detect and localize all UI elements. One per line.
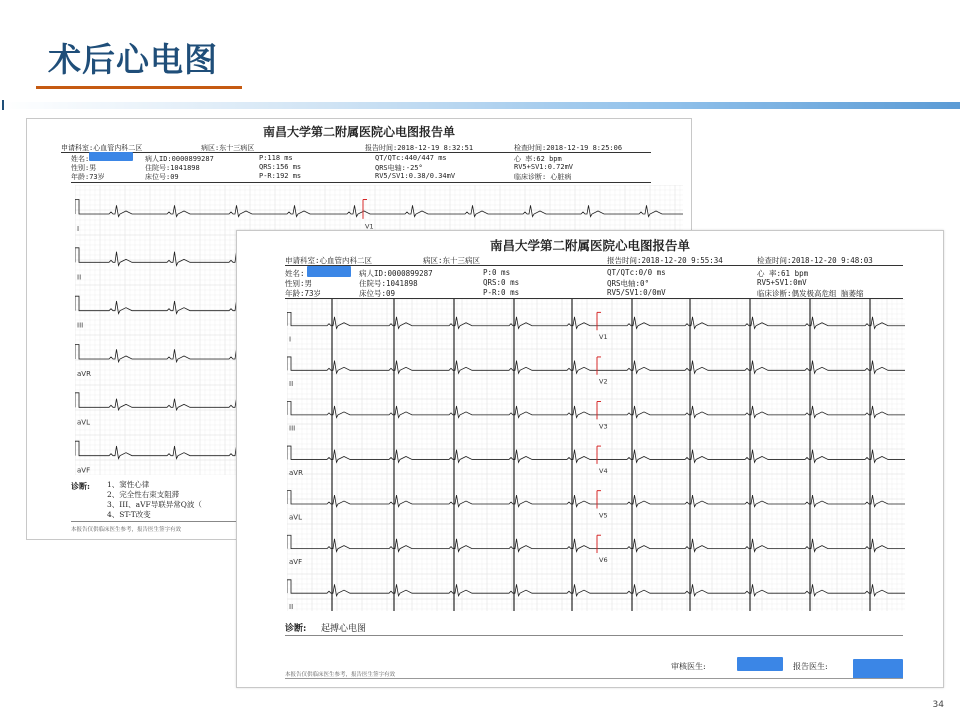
diagnosis-item: 4、ST-T改变	[107, 510, 151, 519]
footer-rule	[285, 635, 903, 636]
header-rule	[61, 152, 651, 153]
sex-field: 性别:男	[71, 164, 97, 172]
diagnosis-item: 2、完全性右束支阻滞	[107, 490, 180, 499]
lead-label: V2	[599, 377, 608, 386]
exam-time-field: 检查时间:2018-12-20 9:48:03	[757, 256, 873, 265]
ward-field: 病区:东十三病区	[423, 256, 481, 265]
exam-time-field: 检查时间:2018-12-19 8:25:06	[514, 144, 623, 152]
lead-label: aVR	[77, 369, 91, 378]
lead-label: aVR	[289, 469, 303, 478]
admission-field: 住院号:1041898	[145, 164, 200, 172]
page-number: 34	[932, 700, 944, 710]
report-title: 南昌大学第二附属医院心电图报告单	[262, 125, 455, 139]
ecg-strip-current	[287, 299, 905, 611]
dept-field: 申请科室:心血管内科二区	[61, 144, 143, 152]
qrs-field: QRS:156 ms	[259, 163, 302, 171]
age-field: 年龄:73岁	[71, 173, 105, 181]
diagnosis-text: 起搏心电图	[321, 624, 367, 634]
slide-title: 术后心电图	[48, 40, 218, 79]
name-field: 姓名:	[71, 155, 90, 163]
ward-field: 病区:东十三病区	[201, 144, 255, 152]
diagnosis-item: 1、窦性心律	[107, 480, 150, 489]
report-time-field: 报告时间:2018-12-19 8:32:51	[365, 144, 474, 152]
footer-rule-bottom	[285, 678, 903, 679]
lead-label: V1	[365, 222, 374, 231]
lead-label: II	[77, 273, 82, 282]
patient-id-field: 病人ID:0000899287	[359, 269, 433, 278]
lead-label: I	[289, 335, 292, 344]
reviewer-label: 审核医生:	[671, 662, 706, 671]
divider-tick	[2, 100, 4, 110]
diagnosis-label: 诊断:	[285, 624, 307, 634]
bed-field: 床位号:09	[359, 289, 396, 298]
lead-label: V5	[599, 511, 608, 520]
reporter-redaction	[853, 659, 903, 679]
diagnosis-label: 诊断:	[71, 481, 90, 491]
axis-field: QRS电轴:0°	[607, 279, 650, 288]
clinical-diagnosis-field: 临床诊断:偶发极高危组 脑萎缩	[757, 289, 864, 298]
rv5sv1-field: RV5+SV1:0.72mV	[514, 163, 574, 171]
name-redaction	[89, 152, 133, 161]
p-field: P:0 ms	[483, 268, 511, 277]
title-underline	[36, 86, 242, 89]
ecg-report-current	[236, 230, 944, 688]
lead-label: I	[77, 224, 80, 233]
report-title: 南昌大学第二附属医院心电图报告单	[489, 238, 690, 253]
rv5sv1-field: RV5+SV1:0mV	[757, 278, 807, 287]
qt-field: QT/QTc:440/447 ms	[375, 154, 447, 162]
axis-field: QRS电轴:-25°	[375, 164, 423, 172]
lead-label: V3	[599, 422, 608, 431]
ecg-trace	[75, 200, 683, 217]
qrs-field: QRS:0 ms	[483, 278, 520, 287]
name-field: 姓名:	[285, 269, 305, 278]
report-footnote: 本报告仅供临床医生参考，报告医生签字有效	[71, 527, 182, 533]
reviewer-redaction	[737, 657, 783, 671]
lead-label: V4	[599, 466, 608, 475]
report-time-field: 报告时间:2018-12-20 9:55:34	[607, 256, 723, 265]
lead-label: II	[289, 379, 294, 388]
name-redaction	[307, 266, 351, 277]
rv5-sv1-field: RV5/SV1:0/0mV	[607, 288, 666, 297]
diagnosis-item: 3、III、aVF导联异常Q波（	[107, 500, 202, 509]
patient-id-field: 病人ID:0000899287	[145, 155, 214, 163]
header-rule	[285, 265, 903, 266]
hr-field: 心 率:61 bpm	[757, 269, 809, 278]
age-field: 年龄:73岁	[285, 289, 322, 298]
dept-field: 申请科室:心血管内科二区	[285, 256, 373, 265]
lead-label: aVL	[77, 418, 90, 427]
lead-label: III	[77, 321, 84, 330]
pr-field: P-R:192 ms	[259, 172, 302, 180]
reporter-label: 报告医生:	[793, 662, 828, 671]
rv5-sv1-field: RV5/SV1:0.38/0.34mV	[375, 172, 456, 180]
admission-field: 住院号:1041898	[359, 279, 418, 288]
header-rule-bottom	[71, 182, 651, 183]
lead-label: II	[289, 602, 294, 611]
lead-label: V1	[599, 333, 608, 342]
pr-field: P-R:0 ms	[483, 288, 520, 297]
lead-label: aVF	[289, 558, 303, 567]
lead-label: III	[289, 424, 296, 433]
clinical-diagnosis-field: 临床诊断: 心脏病	[514, 173, 572, 181]
p-field: P:118 ms	[259, 154, 293, 162]
lead-label: aVL	[289, 513, 302, 522]
bed-field: 床位号:09	[145, 173, 179, 181]
lead-label: V6	[599, 555, 608, 564]
lead-label: aVF	[77, 466, 91, 475]
sex-field: 性别:男	[285, 279, 313, 288]
title-divider	[0, 102, 960, 109]
qt-field: QT/QTc:0/0 ms	[607, 268, 666, 277]
hr-field: 心 率:62 bpm	[514, 155, 562, 163]
report-footnote: 本报告仅供临床医生参考，报告医生签字有效	[285, 672, 396, 678]
